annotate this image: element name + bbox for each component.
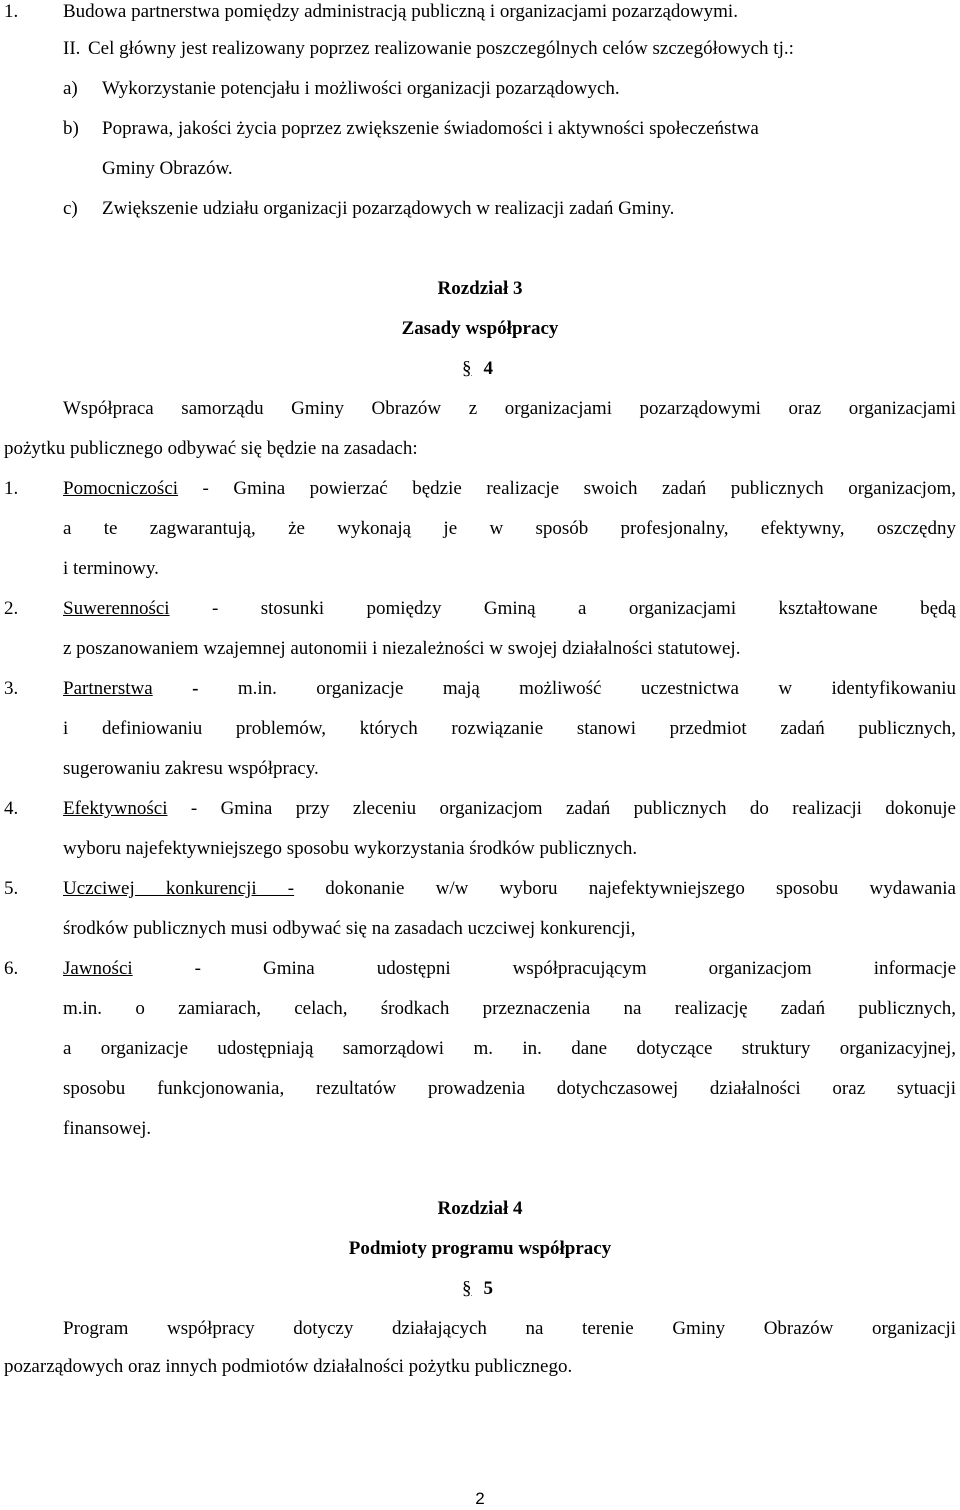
chapter-title: Zasady współpracy	[401, 318, 559, 339]
principle-text: wyboru najefektywniejszego sposobu wykorzystania środków publicznych.	[63, 838, 638, 859]
principle-text: a te zagwarantują, że wykonają je w sposób profesjonalny, efektywny, oszczędny	[63, 518, 956, 539]
principle-text: - Gmina powierzać będzie realizacje swoich zadań publicznych organizacjom,	[178, 478, 956, 499]
goal-label: b)	[63, 118, 79, 139]
section-symbol: §	[462, 358, 472, 379]
section-number: 5	[483, 1278, 493, 1299]
principle-line	[63, 677, 956, 701]
principle-name: Pomocniczości	[63, 478, 179, 499]
paragraph-text: pozarządowych oraz innych podmiotów działalności pożytku publicznego.	[4, 1356, 573, 1377]
principle-number: 4.	[4, 798, 19, 819]
section-number: 4	[483, 358, 493, 379]
principle-line	[63, 797, 956, 821]
principle-text: - Gmina udostępni współpracującym organizacjom informacje	[132, 958, 956, 979]
paragraph-text: Program współpracy dotyczy działających na terenie Gminy Obrazów organizacji	[63, 1318, 956, 1339]
principle-text: sposobu funkcjonowania, rezultatów prowadzenia dotychczasowej działalności oraz sytuacji	[63, 1078, 956, 1099]
principle-text: i definiowaniu problemów, których rozwiązanie stanowi przedmiot zadań publicznych,	[63, 718, 956, 739]
goal-label: a)	[63, 78, 78, 99]
principle-number: 3.	[4, 678, 19, 699]
page-number: 2	[475, 1489, 485, 1508]
principle-number: 1.	[4, 478, 19, 499]
paragraph-text: Współpraca samorządu Gminy Obrazów z organizacjami pozarządowymi oraz organizacjami	[63, 398, 956, 419]
principle-name: Efektywności	[63, 798, 168, 819]
principle-line	[63, 597, 956, 621]
principle-text: dokonanie w/w wyboru najefektywniejszego sposobu wydawania	[294, 878, 956, 899]
principle-line	[63, 477, 956, 501]
list-item-text: Budowa partnerstwa pomiędzy administracją publiczną i organizacjami pozarządowymi.	[63, 1, 738, 22]
goal-text: Zwiększenie udziału organizacji pozarządowych w realizacji zadań Gminy.	[102, 198, 675, 219]
principle-text: i terminowy.	[63, 558, 159, 579]
principle-name: Jawności	[63, 958, 133, 979]
principle-number: 6.	[4, 958, 19, 979]
principle-number: 5.	[4, 878, 19, 899]
principle-text: m.in. organizacje mają możliwość uczestnictwa w identyfikowaniu	[237, 678, 956, 699]
principle-text: - stosunki pomiędzy Gminą a organizacjami kształtowane będą	[169, 598, 956, 619]
principle-name: Uczciwej konkurencji -	[63, 878, 295, 899]
principle-name: Suwerenności	[63, 598, 170, 619]
paragraph-text: pożytku publicznego odbywać się będzie na zasadach:	[4, 438, 418, 459]
chapter-title: Podmioty programu współpracy	[348, 1238, 612, 1259]
goal-text: Poprawa, jakości życia poprzez zwiększenie świadomości i aktywności społeczeństwa	[102, 118, 759, 139]
principle-name: Partnerstwa	[63, 678, 153, 699]
principle-number: 2.	[4, 598, 19, 619]
list-number: 1.	[4, 1, 19, 22]
goal-text: Wykorzystanie potencjału i możliwości organizacji pozarządowych.	[102, 78, 620, 99]
principle-text: a organizacje udostępniają samorządowi m. in. dane dotyczące struktury organizacyjnej,	[63, 1038, 956, 1059]
principle-line	[63, 877, 956, 901]
main-goal-text: Cel główny jest realizowany poprzez realizowanie poszczególnych celów szczegółowych tj.:	[88, 38, 794, 59]
principle-line	[63, 957, 956, 981]
principle-text: - Gmina przy zleceniu organizacjom zadań publicznych do realizacji dokonuje	[167, 798, 956, 819]
principle-text: m.in. o zamiarach, celach, środkach przeznaczenia na realizację zadań publicznych,	[63, 998, 956, 1019]
section-symbol: §	[462, 1278, 472, 1299]
section-marker	[462, 357, 493, 381]
goal-text-continued: Gminy Obrazów.	[102, 158, 233, 179]
goal-label: c)	[63, 198, 78, 219]
section-marker	[462, 1277, 493, 1301]
chapter-heading: Rozdział 4	[437, 1198, 523, 1219]
roman-numeral: II.	[63, 38, 81, 59]
principle-text: finansowej.	[63, 1118, 152, 1139]
principle-text: sugerowaniu zakresu współpracy.	[63, 758, 319, 779]
principle-text: z poszanowaniem wzajemnej autonomii i niezależności w swojej działalności statutowej.	[63, 638, 741, 659]
chapter-heading: Rozdział 3	[437, 278, 523, 299]
principle-text: środków publicznych musi odbywać się na zasadach uczciwej konkurencji,	[63, 918, 636, 939]
principle-dash: -	[152, 678, 238, 699]
